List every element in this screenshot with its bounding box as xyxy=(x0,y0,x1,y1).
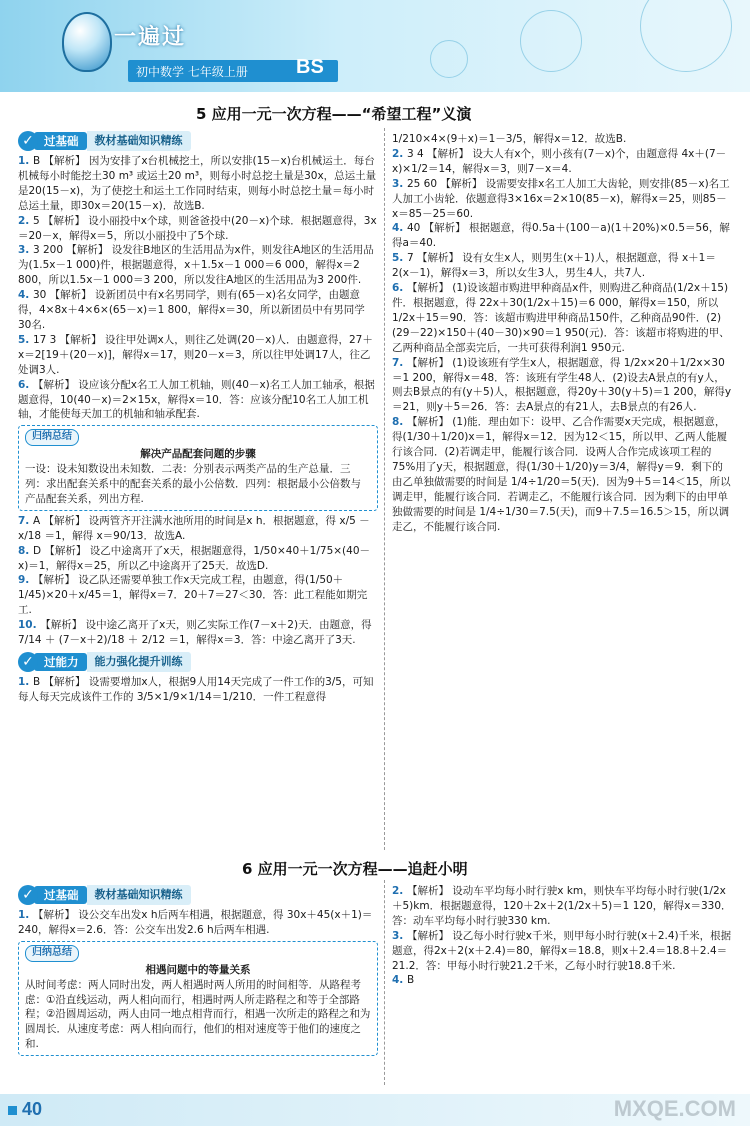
check-icon: ✓ xyxy=(18,652,38,672)
answer-item xyxy=(392,132,732,147)
item-number: 1. xyxy=(18,155,33,167)
doodle-circle-icon xyxy=(520,10,582,72)
answer-item xyxy=(18,514,378,544)
item-number: 2. xyxy=(392,885,407,897)
item-number: 1. xyxy=(18,676,33,688)
answer-item xyxy=(18,573,378,618)
item-text: 【解析】 设乙每小时行驶x千米，则甲每小时行驶(x＋2.4)千米，根据题意，得2x＋2(x＋2.4)＝80，解得x＝18.8，则x＋2.4＝18.8＋2.4＝21.2．答：甲每小时行驶21.2千米，乙每小时行驶18.8千米. xyxy=(392,929,732,972)
answer-item xyxy=(18,333,378,378)
item-number: 5. xyxy=(392,252,407,265)
answer-item xyxy=(392,177,732,222)
item-text: 1/210×4×(9＋x)＝1－3/5，解得x＝12．故选B. xyxy=(392,133,627,145)
column-divider xyxy=(384,128,385,850)
check-icon: ✓ xyxy=(18,131,38,151)
answer-item xyxy=(18,154,378,214)
summary-box xyxy=(18,425,378,511)
balloon-logo-icon xyxy=(62,12,112,72)
item-text: 30 【解析】 设新团员中有x名男同学，则有(65－x)名女同学，由题意得，4×8x＋4×6×(65－x)＝1 800，解得x＝30，所以新团员中有男同学30名. xyxy=(18,289,365,331)
badge-label: 过能力 xyxy=(34,653,87,672)
answer-item xyxy=(18,544,378,574)
item-number: 5. xyxy=(18,333,33,346)
item-text: 【解析】 设公交车出发x h后两车相遇，根据题意，得 30x＋45(x＋1)＝240，解得x＝2.6．答：公交车出发2.6 h后两车相遇. xyxy=(18,909,373,936)
answer-list xyxy=(18,908,378,938)
item-text: 【解析】 设应该分配x名工人加工机轴，则(40－x)名工人加工轴承，根据题意得，10(40－x)＝2×15x，解得x＝10．答：应该分配10名工人加工机轴，才能使每天加工的机轴和轴承配套. xyxy=(18,378,375,421)
check-icon: ✓ xyxy=(18,885,38,905)
item-text: 17 3 【解析】 设往甲处调x人，则往乙处调(20－x)人．由题意得，27＋x＝2[19＋(20－x)]，解得x＝17，则20－x＝3，所以往甲处调17人，往乙处调3人. xyxy=(18,333,373,376)
item-text: B xyxy=(406,974,415,987)
item-number: 3. xyxy=(392,177,407,190)
basic-badge xyxy=(18,130,378,152)
answer-item xyxy=(18,908,378,938)
item-text: 【解析】 (1)设该超市购进甲种商品x件，则购进乙种商品(1/2x＋15)件．根据题意，得 22x＋30(1/2x＋15)＝6 000，解得x＝150，所以1/2x＋15＝90．答：该超市购进甲种商品150件，乙种商品90件．(2)(29－22)×150＋(40－30)×90＝1 950(元)．答：该超市将购进的甲、乙两种商品全部卖完后，一共可获得利润1 950元. xyxy=(392,282,730,354)
item-number: 2. xyxy=(18,214,33,227)
page-number: 40 xyxy=(22,1099,43,1119)
summary-box xyxy=(18,941,378,1056)
item-text: D 【解析】 设乙中途离开了x天，根据题意得，1/50×40＋1/75×(40－x)＝1，解得x＝25，所以乙中途离开了25天．故选D. xyxy=(18,544,370,572)
answer-list xyxy=(18,154,378,422)
brand-subtitle: 初中数学 七年级上册 xyxy=(136,64,248,79)
section-5-title: 5 应用一元一次方程——“希望工程”义演 xyxy=(196,105,472,123)
item-text: 【解析】 (1)设该班有学生x人，根据题意，得 1/2x×20＋1/2x×30＝1 200，解得x＝48．答：该班有学生48人．(2)设去A景点的有y人，则去B景点的有(y＋5)人，根据题意，得20y＋30(y＋5)＝1 200，解得y＝21，则y＋5＝26．答：去A景点的有21人，去B景点的有26人. xyxy=(392,356,732,414)
item-text: 3 200 【解析】 设发往B地区的生活用品为x件，则发往A地区的生活用品为(1.5x－1 000)件，根据题意得，x＋1.5x－1 000＝6 000，解得x＝2 800，所以1.5x－1 000＝3 200，所以发往A地区的生活用品为3 200件. xyxy=(18,244,374,287)
answer-item xyxy=(18,288,378,333)
answer-list xyxy=(392,132,732,534)
item-text: 【解析】 设乙队还需要单独工作x天完成工程，由题意，得(1/50＋1/45)×20＋x/45＝1，解得x＝7．20＋7＝27＜30．答：此工程能如期完工. xyxy=(18,574,368,617)
brand-title: 一遍过 xyxy=(114,25,187,50)
basic-badge xyxy=(18,884,378,906)
page-header xyxy=(0,0,750,92)
answer-item xyxy=(392,929,732,974)
answer-item xyxy=(18,214,378,244)
answer-item xyxy=(18,378,378,423)
item-number: 3. xyxy=(392,929,407,942)
item-number: 3. xyxy=(18,244,33,257)
item-number: 6. xyxy=(392,282,407,295)
item-number: 8. xyxy=(392,416,407,429)
answer-item xyxy=(392,281,732,356)
section-6-right-column xyxy=(392,884,732,1084)
answer-item xyxy=(392,251,732,281)
column-divider xyxy=(384,880,385,1085)
answer-item xyxy=(18,618,378,648)
summary-title: 相遇问题中的等量关系 xyxy=(145,963,251,976)
item-number: 9. xyxy=(18,574,33,587)
item-number: 4. xyxy=(392,974,407,987)
badge-sub: 教材基础知识精练 xyxy=(87,885,191,906)
item-number: 7. xyxy=(18,514,33,527)
summary-body: 一设：设未知数设出未知数．二表：分别表示两类产品的生产总量．三列：求出配套关系中的配套关系的最小公倍数．四列：根据最小公倍数与产品配套关系，列出方程. xyxy=(25,463,361,505)
item-text: 40 【解析】 根据题意，得0.5a＋(100－a)(1＋20%)×0.5＝56，解得a＝40. xyxy=(392,222,730,250)
answer-list xyxy=(18,675,378,705)
doodle-circle-icon xyxy=(430,40,468,78)
answer-list xyxy=(18,514,378,648)
item-number: 4. xyxy=(392,222,407,235)
badge-sub: 教材基础知识精练 xyxy=(87,131,191,152)
page-marker-icon xyxy=(8,1106,17,1115)
answer-list xyxy=(392,884,732,988)
badge-sub: 能力强化提升训练 xyxy=(87,652,191,673)
badge-label: 过基础 xyxy=(34,132,87,151)
item-number: 8. xyxy=(18,544,33,557)
item-text: A 【解析】 设两管齐开注满水池所用的时间是x h．根据题意，得 x/5 － x/18 ＝1，解得 x＝90/13．故选A. xyxy=(18,514,370,542)
item-text: 7 【解析】 设有女生x人，则男生(x＋1)人，根据题意，得 x＋1＝2(x－1)，解得x＝3，所以女生3人，男生4人，共7人. xyxy=(392,252,716,280)
edition-label: BS xyxy=(296,56,324,78)
summary-tag: 归纳总结 xyxy=(25,945,79,962)
item-number: 4. xyxy=(18,289,33,302)
answer-item xyxy=(18,675,378,705)
doodle-circle-icon xyxy=(640,0,732,72)
summary-tag: 归纳总结 xyxy=(25,429,79,446)
answer-item xyxy=(392,973,732,988)
item-number: 2. xyxy=(392,147,407,160)
item-text: 5 【解析】 设小丽投中x个球，则爸爸投中(20－x)个球．根据题意得，3x＝20－x，解得x＝5，所以小丽投中了5个球. xyxy=(18,214,377,242)
ability-badge xyxy=(18,651,378,673)
item-text: 【解析】 设动车平均每小时行驶x km，则快车平均每小时行驶(1/2x＋5)km．根据题意得，120＋2x＋2(1/2x＋5)＝1 120，解得x＝330．答：动车平均每小时行驶330 km. xyxy=(392,885,732,927)
summary-body: 从时间考虑：两人同时出发，两人相遇时两人所用的时间相等．从路程考虑：①沿直线运动，两人相向而行，相遇时两人所走路程之和等于全部路程；②沿圆周运动，两人由同一地点相背而行，相遇一次所走的路程之和为圆周长．从速度考虑：两人相向而行，他们的相对速度等于他们的速度之和. xyxy=(25,978,371,1051)
section-5-left-column xyxy=(18,130,378,852)
item-number: 1. xyxy=(18,909,33,921)
item-number: 6. xyxy=(18,378,33,391)
answer-item xyxy=(392,415,732,534)
answer-item xyxy=(18,243,378,288)
answer-item xyxy=(392,356,732,416)
answer-item xyxy=(392,147,732,177)
section-6-title: 6 应用一元一次方程——追赶小明 xyxy=(242,860,468,878)
section-5-right-column xyxy=(392,132,732,852)
item-number: 10. xyxy=(18,619,41,632)
item-text: 【解析】 设中途乙离开了x天，则乙实际工作(7－x＋2)天．由题意，得 7/14 ＋ (7－x＋2)/18 ＋ 2/12 ＝1，解得x＝3．答：中途乙离开了3天. xyxy=(18,619,372,647)
item-text: 25 60 【解析】 设需要安排x名工人加工大齿轮，则安排(85－x)名工人加工小齿轮．依题意得3×16x＝2×10(85－x)，解得x＝25，则85－x＝85－25＝60. xyxy=(392,177,730,220)
item-number: 7. xyxy=(392,356,407,369)
summary-title: 解决产品配套问题的步骤 xyxy=(140,448,256,461)
item-text: B 【解析】 设需要增加x人，根据9人用14天完成了一件工作的3/5，可知每人每天完成该件工作的 3/5×1/9×1/14＝1/210．一件工程意得 xyxy=(18,676,374,703)
answer-item xyxy=(392,221,732,251)
item-text: 3 4 【解析】 设大人有x个，则小孩有(7－x)个，由题意得 4x＋(7－x)×1/2＝14，解得x＝3，则7－x＝4. xyxy=(392,147,727,175)
watermark: MXQE.COM xyxy=(613,1096,736,1121)
item-text: B 【解析】 因为安排了x台机械挖土，所以安排(15－x)台机械运土．每台机械每小时能挖土30 m³ 或运土20 m³，则每小时总挖土量是30x，总运土量是20(15－x)，为了使挖土和运土工作同时结束，则每小时总挖土量＝每小时总运土量，即30x＝20(15－x)．故选B. xyxy=(18,155,377,212)
item-text: 【解析】 (1)能．理由如下：设甲、乙合作需要x天完成，根据题意，得(1/30＋1/20)x＝1，解得x＝12．因为12＜15，所以甲、乙两人能履行该合同．(2)若调走甲，能履行该合同．设两人合作完成该项工程的75%用了y天，根据题意，得(1/30＋1/20)y＝3/4，解得y＝9．剩下的由乙单独做需要的时间是 1/4÷1/20＝5(天)．因为9＋5＝14＜15，所以调走甲，能履行该合同．若调走乙，不能履行该合同．因为剩下的由甲单独做需要的时间是 1/4÷1/30＝7.5(天)，而9＋7.5＝16.5＞15，所以调走乙，不能履行该合同. xyxy=(392,416,731,533)
section-6-left-column xyxy=(18,884,378,1084)
answer-item xyxy=(392,884,732,929)
badge-label: 过基础 xyxy=(34,886,87,905)
